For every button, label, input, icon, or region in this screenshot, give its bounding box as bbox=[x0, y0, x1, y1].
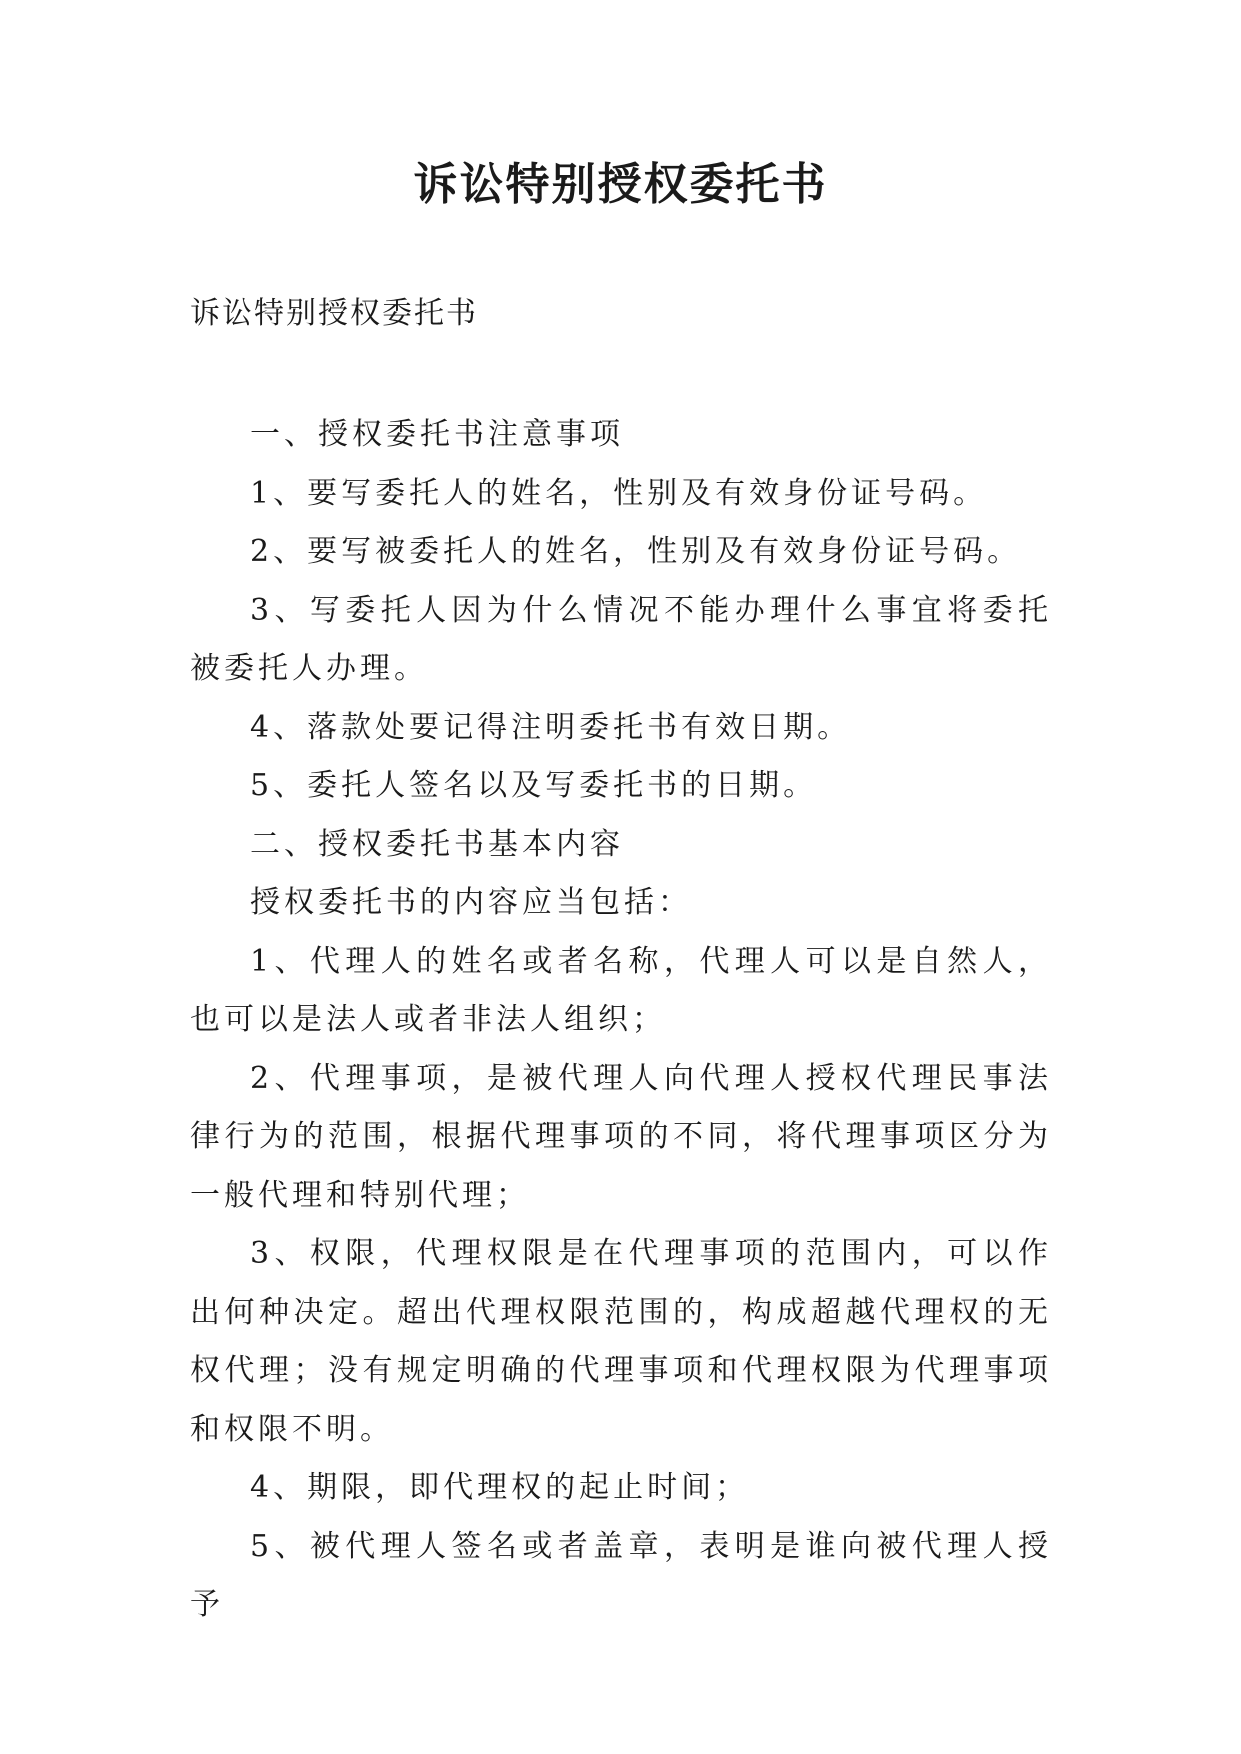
paragraph: 4、期限，即代理权的起止时间； bbox=[250, 1470, 750, 1505]
paragraph: 2、代理事项，是被代理人向代理人授权代理民事法律行为的范围，根据代理事项的不同，将代理事项区分为一般代理和特别代理； bbox=[190, 1060, 1052, 1213]
paragraph: 1、要写委托人的姓名，性别及有效身份证号码。 bbox=[250, 475, 988, 511]
paragraph: 授权委托书的内容应当包括： bbox=[250, 885, 692, 920]
paragraph: 2、要写被委托人的姓名，性别及有效身份证号码。 bbox=[250, 534, 1022, 569]
paragraph: 1、代理人的姓名或者名称，代理人可以是自然人，也可以是法人或者非法人组织； bbox=[190, 943, 1052, 1037]
document-subtitle: 诉讼特别授权委托书 bbox=[190, 296, 478, 331]
paragraph: 一、授权委托书注意事项 bbox=[250, 417, 624, 452]
paragraph: 3、权限，代理权限是在代理事项的范围内，可以作出何种决定。超出代理权限范围的，构成超越代理权的无权代理；没有规定明确的代理事项和代理权限为代理事项和权限不明。 bbox=[190, 1236, 1052, 1447]
paragraph: 二、授权委托书基本内容 bbox=[250, 826, 624, 862]
paragraph: 4、落款处要记得注明委托书有效日期。 bbox=[250, 709, 852, 745]
document-body bbox=[190, 406, 1052, 1635]
document-title: 诉讼特别授权委托书 bbox=[413, 159, 828, 210]
paragraph: 5、被代理人签名或者盖章，表明是谁向被代理人授予 bbox=[190, 1528, 1052, 1622]
paragraph: 3、写委托人因为什么情况不能办理什么事宜将委托被委托人办理。 bbox=[190, 592, 1052, 686]
paragraph: 5、委托人签名以及写委托书的日期。 bbox=[250, 768, 818, 803]
